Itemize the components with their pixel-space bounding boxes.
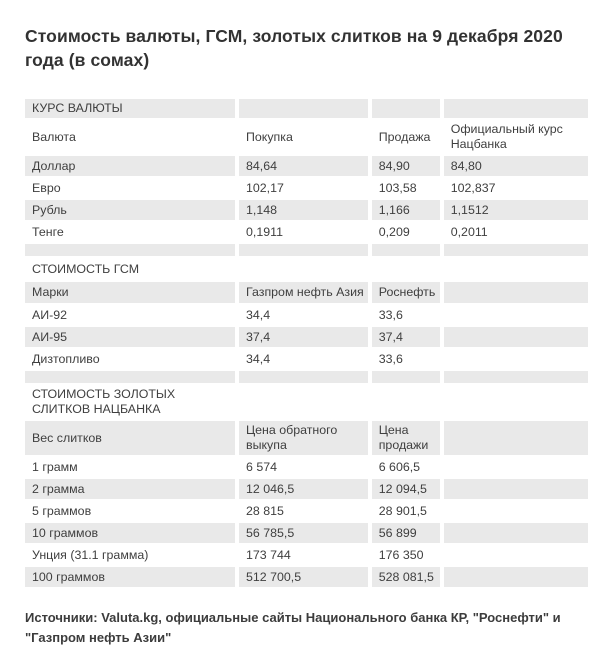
currency-col-name: Валюта xyxy=(32,129,76,144)
cell-official-rate: 0,2011 xyxy=(450,224,488,239)
cell-gold-weight: 5 граммов xyxy=(32,503,92,518)
empty-cell xyxy=(444,385,588,419)
cell-sell-price: 28 901,5 xyxy=(378,503,427,518)
cell-buyback-price: 173 744 xyxy=(246,547,291,562)
empty-cell xyxy=(444,371,588,383)
cell-currency-name: Доллар xyxy=(25,156,235,176)
cell-gazprom-price: 34,4 xyxy=(246,307,271,322)
empty-cell xyxy=(444,501,588,521)
fuel-col-gazprom: Газпром нефть Азия xyxy=(239,282,368,303)
currency-col-buy: Покупка xyxy=(246,129,293,144)
cell-official-rate: 84,80 xyxy=(444,156,588,176)
rates-table xyxy=(21,97,592,589)
cell-currency-name: Тенге xyxy=(32,224,64,239)
fuel-col-rosneft: Роснефть xyxy=(372,282,440,303)
cell-buy-rate: 1,148 xyxy=(239,200,368,220)
cell-sell-rate: 0,209 xyxy=(378,224,410,239)
gold-section-header-row xyxy=(25,385,588,419)
cell-currency-name: Евро xyxy=(32,180,61,195)
empty-cell xyxy=(372,385,440,419)
cell-fuel-brand: Дизтопливо xyxy=(32,351,100,366)
empty-cell xyxy=(372,371,440,383)
gold-section-title: СТОИМОСТЬ ЗОЛОТЫХ СЛИТКОВ НАЦБАНКА xyxy=(32,387,176,416)
cell-fuel-brand: АИ-95 xyxy=(25,327,235,347)
cell-buyback-price: 12 046,5 xyxy=(239,479,368,499)
gold-row-2g xyxy=(25,479,588,499)
currency-section-title: КУРС ВАЛЮТЫ xyxy=(25,99,235,118)
empty-cell xyxy=(444,349,588,369)
cell-gold-weight: Унция (31.1 грамма) xyxy=(32,547,149,562)
empty-cell xyxy=(239,371,368,383)
fuel-columns-row xyxy=(25,282,588,303)
cell-sell-price: 56 899 xyxy=(372,523,440,543)
empty-cell xyxy=(444,258,588,280)
sources-note: Источники: Valuta.kg, официальные сайты Национального банка КР, "Роснефти" и "Газпром нефть Азии" xyxy=(25,610,561,645)
gold-row-1g xyxy=(25,457,588,477)
cell-gold-weight: 1 грамм xyxy=(32,459,78,474)
cell-sell-rate: 1,166 xyxy=(372,200,440,220)
gold-row-10g xyxy=(25,523,588,543)
gold-row-5g xyxy=(25,501,588,521)
cell-sell-price: 6 606,5 xyxy=(378,459,421,474)
currency-col-official: Официальный курс Нацбанка xyxy=(450,122,563,151)
cell-buy-rate: 0,1911 xyxy=(246,224,283,239)
empty-cell xyxy=(372,244,440,256)
spacer-row xyxy=(25,371,588,383)
empty-cell xyxy=(444,457,588,477)
cell-currency-name: Рубль xyxy=(25,200,235,220)
cell-gazprom-price: 37,4 xyxy=(239,327,368,347)
empty-cell xyxy=(444,282,588,303)
currency-row-ruble xyxy=(25,200,588,220)
cell-rosneft-price: 37,4 xyxy=(372,327,440,347)
gold-col-weight: Вес слитков xyxy=(25,421,235,455)
cell-sell-price: 176 350 xyxy=(378,547,424,562)
empty-cell xyxy=(372,99,440,118)
cell-rosneft-price: 33,6 xyxy=(378,351,403,366)
cell-rosneft-price: 33,6 xyxy=(378,307,403,322)
spacer-row xyxy=(25,244,588,256)
cell-buy-rate: 84,64 xyxy=(239,156,368,176)
gold-row-ounce xyxy=(25,545,588,565)
fuel-section-title: СТОИМОСТЬ ГСМ xyxy=(32,261,140,276)
currency-columns-row xyxy=(25,120,588,154)
fuel-col-brand: Марки xyxy=(25,282,235,303)
cell-sell-rate: 84,90 xyxy=(372,156,440,176)
empty-cell xyxy=(444,244,588,256)
currency-row-tenge xyxy=(25,222,588,242)
empty-cell xyxy=(444,421,588,455)
cell-sell-price: 12 094,5 xyxy=(372,479,440,499)
empty-cell xyxy=(444,523,588,543)
cell-buy-rate: 102,17 xyxy=(246,180,284,195)
cell-gold-weight: 10 граммов xyxy=(25,523,235,543)
empty-cell xyxy=(444,305,588,325)
empty-cell xyxy=(239,99,368,118)
gold-columns-row xyxy=(25,421,588,455)
currency-row-dollar xyxy=(25,156,588,176)
currency-row-euro xyxy=(25,178,588,198)
cell-buyback-price: 6 574 xyxy=(246,459,278,474)
gold-col-sell: Цена продажи xyxy=(372,421,440,455)
fuel-section-header-row xyxy=(25,258,588,280)
empty-cell xyxy=(444,545,588,565)
empty-cell xyxy=(239,385,368,419)
page-title: Стоимость валюты, ГСМ, золотых слитков на 9 декабря 2020 года (в сомах) xyxy=(25,26,563,70)
cell-official-rate: 102,837 xyxy=(450,180,496,195)
cell-fuel-brand: АИ-92 xyxy=(32,307,68,322)
cell-sell-price: 528 081,5 xyxy=(372,567,440,587)
fuel-row-diesel xyxy=(25,349,588,369)
cell-buyback-price: 56 785,5 xyxy=(239,523,368,543)
empty-cell xyxy=(25,371,235,383)
currency-col-sell: Продажа xyxy=(378,129,431,144)
empty-cell xyxy=(25,244,235,256)
cell-sell-rate: 103,58 xyxy=(378,180,417,195)
fuel-row-ai95 xyxy=(25,327,588,347)
cell-official-rate: 1,1512 xyxy=(444,200,588,220)
empty-cell xyxy=(239,244,368,256)
cell-buyback-price: 28 815 xyxy=(246,503,284,518)
gold-col-buyback: Цена обратного выкупа xyxy=(239,421,368,455)
fuel-row-ai92 xyxy=(25,305,588,325)
cell-gold-weight: 2 грамма xyxy=(25,479,235,499)
currency-section-header-row xyxy=(25,99,588,118)
empty-cell xyxy=(444,99,588,118)
gold-row-100g xyxy=(25,567,588,587)
cell-gold-weight: 100 граммов xyxy=(25,567,235,587)
empty-cell xyxy=(444,567,588,587)
empty-cell xyxy=(372,258,440,280)
empty-cell xyxy=(444,327,588,347)
empty-cell xyxy=(239,258,368,280)
cell-gazprom-price: 34,4 xyxy=(246,351,271,366)
empty-cell xyxy=(444,479,588,499)
cell-buyback-price: 512 700,5 xyxy=(239,567,368,587)
